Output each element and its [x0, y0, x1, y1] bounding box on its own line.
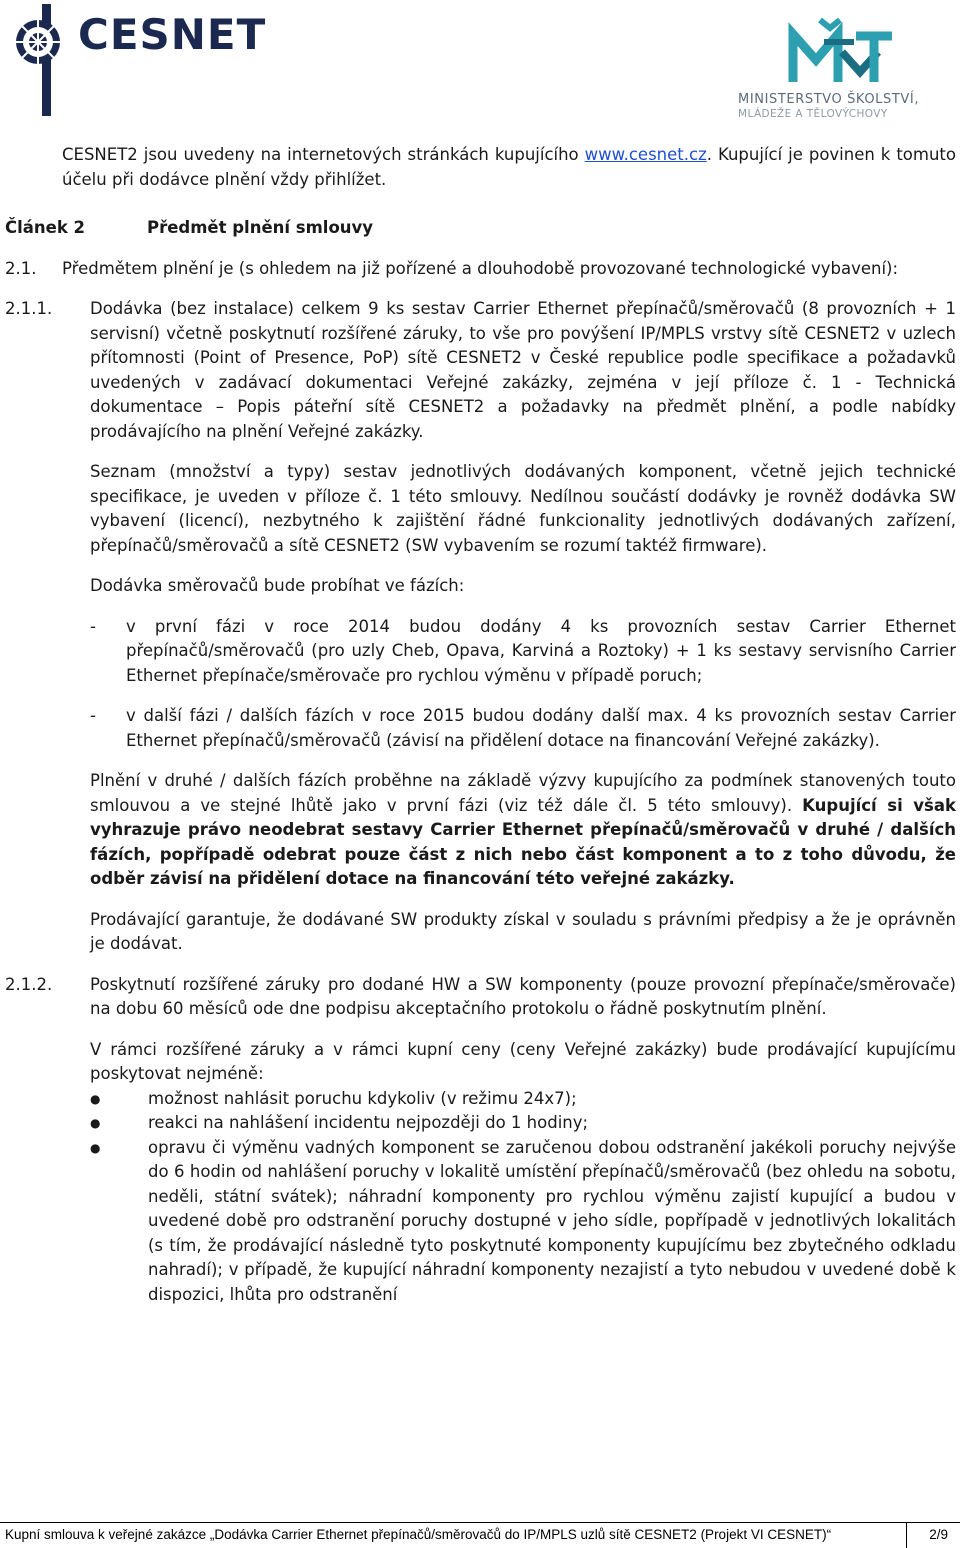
- section-2-1-2: [5, 973, 956, 1308]
- list-item: [62, 1087, 956, 1112]
- phase-list: [90, 615, 956, 754]
- cesnet-emblem-icon: [6, 4, 76, 116]
- warranty-list: [62, 1087, 956, 1308]
- msmt-name-line1: MINISTERSTVO ŠKOLSTVÍ,: [738, 92, 920, 107]
- section-paragraph: V rámci rozšířené záruky a v rámci kupní ceny (ceny Veřejné zakázky) bude prodávající kupujícímu poskytovat nejméně:: [90, 1039, 956, 1083]
- page-header: [0, 0, 960, 125]
- cesnet-link[interactable]: www.cesnet.cz: [584, 145, 707, 164]
- section-number: 2.1.2.: [5, 974, 53, 994]
- page-number: 2/9: [929, 1527, 948, 1542]
- section-text: Předmětem plnění je (s ohledem na již pořízené a dlouhodobě provozované technologické vybavení):: [62, 258, 899, 278]
- section-2-1: [5, 257, 956, 282]
- document-body: [5, 143, 956, 1307]
- bullet-icon: ●: [90, 1116, 101, 1130]
- list-item: [62, 1136, 956, 1308]
- footer-divider: [906, 1523, 907, 1548]
- list-item: [90, 615, 956, 689]
- msmt-emblem-icon: [738, 12, 953, 92]
- intro-text-before: CESNET2 jsou uvedeny na internetových stránkách kupujícího: [62, 145, 585, 164]
- paragraph-text: Plnění v druhé / dalších fázích proběhne na základě výzvy kupujícího za podmínek stanovených touto smlouvou a ve stejné lhůtě jako v první fázi (viz též dále čl. 5 této smlouvy).: [90, 771, 956, 815]
- section-paragraph: Seznam (množství a typy) sestav jednotlivých dodávaných komponent, včetně jejich technické specifikace, je uveden v příloze č. 1 této smlouvy. Nedílnou součástí dodávky je rovněž dodávka SW vybavení (licencí), nezbytného k zajištění řádné funkcionality jednotlivých dodávaných zařízení, přepínačů/směrovačů a sítě CESNET2 (SW vybavením se rozumí taktéž firmware).: [90, 462, 956, 555]
- dash-marker: -: [90, 706, 96, 725]
- dash-marker: -: [90, 616, 96, 636]
- list-item-text: reakci na nahlášení incidentu nejpozději do 1 hodiny;: [148, 1113, 589, 1132]
- section-body: [90, 297, 956, 957]
- list-item-text: v další fázi / dalších fázích v roce 2015 budou dodány další max. 4 ks provozních sestav Carrier Ethernet přepínačů/směrovačů (závisí na přidělení dotace na financování Veřejné zakázky).: [126, 706, 956, 750]
- section-2-1-1: [5, 297, 956, 957]
- msmt-name-line2: MLÁDEŽE A TĚLOVÝCHOVY: [738, 108, 888, 120]
- list-item: [90, 704, 956, 753]
- section-paragraph: Dodávka směrovačů bude probíhat ve fázích:: [90, 576, 465, 595]
- paragraph-bold-text: Kupující si však vyhrazuje právo neodebrat sestavy Carrier Ethernet přepínačů/směrovačů v druhé / dalších fázích, popřípadě odebrat pouze část z nich nebo část komponent a to z toho důvodu, že odběr závisí na přidělení dotace na financování této veřejné zakázky.: [90, 795, 956, 888]
- section-paragraph: Dodávka (bez instalace) celkem 9 ks sestav Carrier Ethernet přepínačů/směrovačů (8 provozních + 1 servisní) včetně poskytnutí rozšířené záruky, to vše pro povýšení IP/MPLS vrstvy sítě CESNET2 v uzlech přítomnosti (Point of Presence, PoP) sítě CESNET2 v České republice podle specifikace a požadavků uvedených v zadávací dokumentaci Veřejné zakázky, zejména v její příloze č. 1 - Technická dokumentace – Popis páteřní sítě CESNET2 a požadavky na předmět plnění, a podle nabídky prodávajícího na plnění Veřejné zakázky.: [90, 299, 956, 441]
- section-body: [90, 973, 956, 1308]
- list-item-text: v první fázi v roce 2014 budou dodány 4 ks provozních sestav Carrier Ethernet přepínačů/směrovačů (pro uzly Cheb, Opava, Karviná a Roztoky) + 1 ks sestavy servisního Carrier Ethernet přepínače/směrovače pro rychlou výměnu v případě poruch;: [126, 616, 956, 685]
- list-item-text: možnost nahlásit poruchu kdykoliv (v režimu 24x7);: [148, 1088, 577, 1108]
- section-paragraph: Prodávající garantuje, že dodávané SW produkty získal v souladu s právními předpisy a že je oprávněn je dodávat.: [90, 909, 956, 953]
- article-number: Článek 2: [5, 218, 86, 237]
- footer-title: Kupní smlouva k veřejné zakázce „Dodávka Carrier Ethernet přepínačů/směrovačů do IP/MPLS uzlů sítě CESNET2 (Projekt VI CESNET)“: [5, 1527, 832, 1542]
- section-paragraph: [90, 769, 956, 892]
- intro-text-after: . Kupující je povinen k tomuto účelu při dodávce plnění vždy přihlížet.: [62, 145, 956, 189]
- intro-paragraph: [62, 143, 956, 192]
- cesnet-logo-text: CESNET: [78, 10, 267, 59]
- cesnet-logo: [6, 4, 276, 116]
- list-item-text: opravu či výměnu vadných komponent se zaručenou dobou odstranění jakékoli poruchy nejvýše do 6 hodin od nahlášení poruchy v lokalitě umístění přepínačů/směrovačů (bez ohledu na sobotu, neděli, státní svátek); náhradní komponenty pro rychlou výměnu zajistí kupující a budou v uvedené době pro odstranění poruchy dostupné v jeho sídle, popřípadě v jednotlivých lokalitách (s tím, že prodávající následně tyto poskytnuté komponenty kupujícímu bez zbytečného odkladu nahradí); v případě, že kupující náhradní komponenty nezajistí a tyto nebudou v uvedené době k dispozici, lhůta pro odstranění: [148, 1137, 956, 1304]
- page-footer: [0, 1522, 960, 1548]
- section-number: 2.1.1.: [5, 299, 53, 318]
- bullet-icon: ●: [90, 1091, 101, 1106]
- bullet-icon: ●: [90, 1140, 101, 1155]
- section-paragraph: Poskytnutí rozšířené záruky pro dodané HW a SW komponenty (pouze provozní přepínače/směrovače) na dobu 60 měsíců ode dne podpisu akceptačního protokolu o řádně poskytnutím plnění.: [90, 974, 956, 1018]
- section-number: 2.1.: [5, 258, 37, 278]
- list-item: [62, 1111, 956, 1136]
- article-title: Předmět plnění smlouvy: [147, 218, 374, 237]
- article-heading: [5, 216, 956, 241]
- msmt-logo: [738, 12, 953, 124]
